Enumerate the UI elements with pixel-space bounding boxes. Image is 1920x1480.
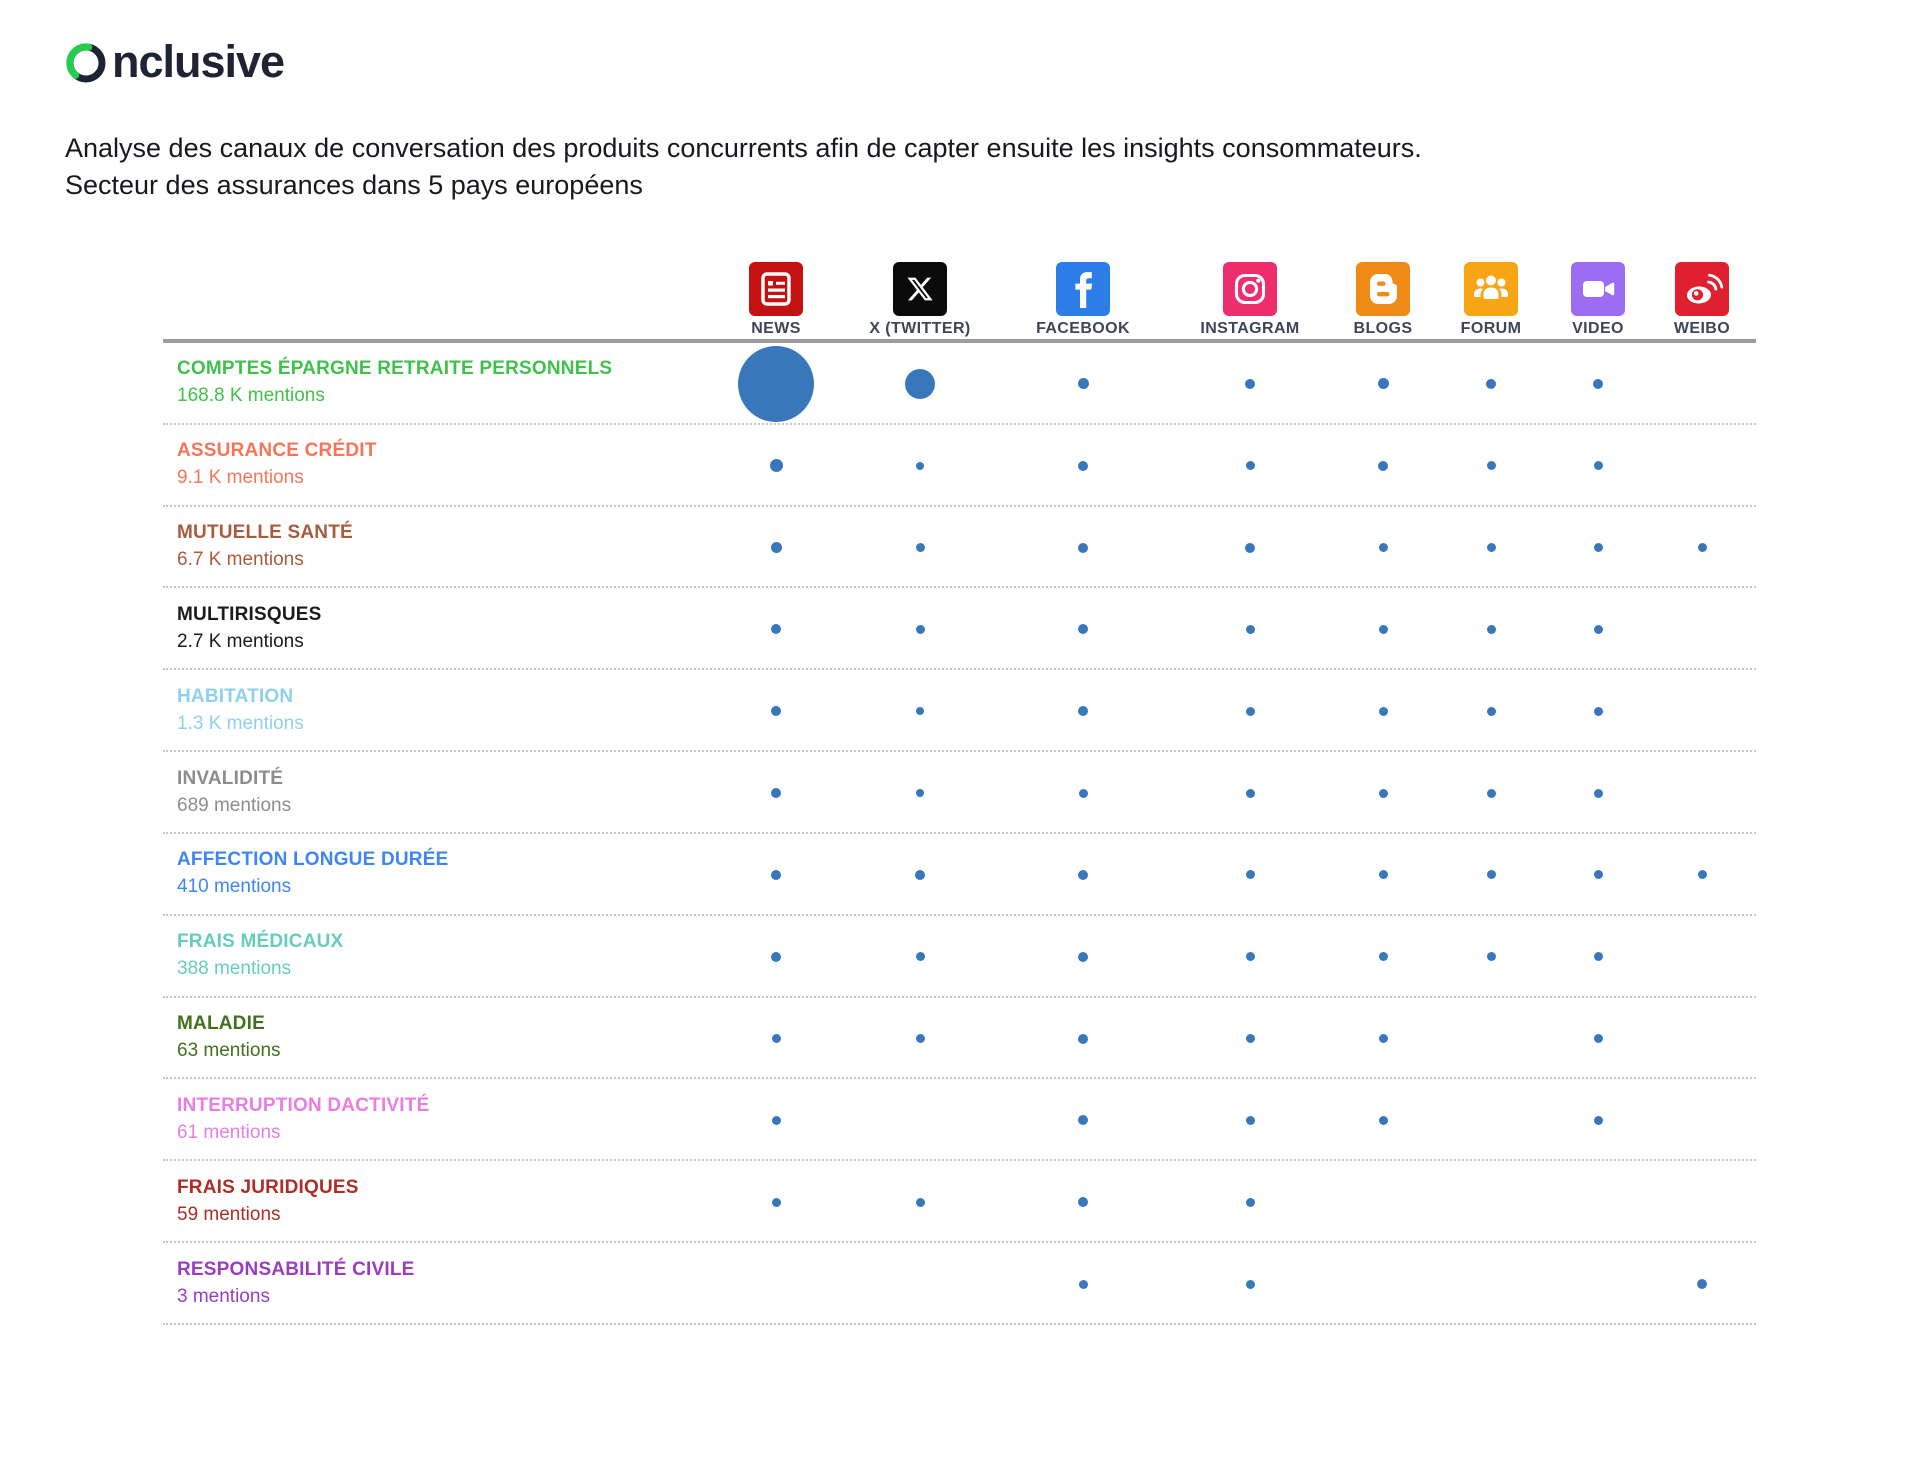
data-bubble-forum	[1487, 952, 1496, 961]
x-twitter-icon	[893, 262, 947, 316]
data-bubble-blogs	[1379, 789, 1388, 798]
data-bubble-forum	[1487, 461, 1496, 470]
data-bubble-video	[1594, 461, 1603, 470]
data-bubble-twitter	[916, 952, 925, 961]
row-category-label: ASSURANCE CRÉDIT	[177, 440, 377, 462]
data-bubble-forum	[1487, 543, 1496, 552]
data-bubble-forum	[1487, 870, 1496, 879]
channel-label-forum: FORUM	[1460, 320, 1522, 337]
data-bubble-instagram	[1246, 952, 1255, 961]
video-camera-icon	[1571, 262, 1625, 316]
row-mentions-count: 410 mentions	[177, 876, 292, 898]
data-bubble-video	[1594, 1116, 1603, 1125]
row-mentions-count: 2.7 K mentions	[177, 630, 304, 652]
subtitle-line-1: Analyse des canaux de conversation des produits concurrents afin de capter ensuite les insights consommateurs.	[65, 133, 1422, 163]
data-bubble-facebook	[1078, 952, 1088, 962]
row-category-label: INVALIDITÉ	[177, 767, 284, 789]
data-bubble-news	[738, 346, 814, 422]
data-bubble-forum	[1486, 379, 1496, 389]
data-bubble-video	[1593, 379, 1603, 389]
data-bubble-video	[1594, 625, 1603, 634]
data-bubble-weibo	[1698, 543, 1707, 552]
data-bubble-blogs	[1379, 952, 1388, 961]
data-bubble-instagram	[1246, 789, 1255, 798]
table-row	[163, 834, 1756, 916]
row-mentions-count: 1.3 K mentions	[177, 712, 304, 734]
data-bubble-news	[771, 870, 781, 880]
data-bubble-video	[1594, 952, 1603, 961]
data-bubble-facebook	[1078, 461, 1088, 471]
data-bubble-instagram	[1246, 1034, 1255, 1043]
table-row	[163, 752, 1756, 834]
report-subtitle	[65, 130, 1865, 204]
data-bubble-facebook	[1078, 1034, 1088, 1044]
logo-text: nclusive	[112, 36, 285, 87]
data-bubble-news	[772, 1034, 781, 1043]
row-mentions-count: 689 mentions	[177, 794, 292, 816]
row-mentions-count: 9.1 K mentions	[177, 467, 304, 489]
channel-label-video: VIDEO	[1572, 320, 1624, 337]
row-category-label: RESPONSABILITÉ CIVILE	[177, 1258, 415, 1280]
data-bubble-facebook	[1078, 378, 1089, 389]
table-row	[163, 670, 1756, 752]
data-bubble-facebook	[1078, 543, 1088, 553]
data-bubble-twitter	[916, 462, 924, 470]
table-row	[163, 916, 1756, 998]
table-row	[163, 425, 1756, 507]
row-category-label: INTERRUPTION DACTIVITÉ	[177, 1094, 430, 1116]
data-bubble-video	[1594, 707, 1603, 716]
data-bubble-twitter	[916, 1034, 925, 1043]
subtitle-line-2: Secteur des assurances dans 5 pays européens	[65, 170, 643, 200]
data-bubble-facebook	[1078, 870, 1088, 880]
data-bubble-facebook	[1079, 789, 1088, 798]
channel-label-twitter: X (TWITTER)	[869, 320, 971, 337]
row-category-label: COMPTES ÉPARGNE RETRAITE PERSONNELS	[177, 358, 613, 380]
data-bubble-video	[1594, 543, 1603, 552]
data-bubble-instagram	[1246, 625, 1255, 634]
row-category-label: MULTIRISQUES	[177, 603, 322, 625]
data-bubble-instagram	[1246, 870, 1255, 879]
data-bubble-news	[771, 542, 782, 553]
data-bubble-news	[772, 1198, 781, 1207]
data-bubble-instagram	[1246, 461, 1255, 470]
data-bubble-weibo	[1698, 870, 1707, 879]
data-bubble-instagram	[1246, 1198, 1255, 1207]
data-bubble-twitter	[916, 543, 925, 552]
row-mentions-count: 3 mentions	[177, 1285, 270, 1307]
data-bubble-news	[771, 788, 781, 798]
data-bubble-blogs	[1379, 625, 1388, 634]
data-bubble-news	[772, 1116, 781, 1125]
data-bubble-twitter	[916, 789, 924, 797]
row-mentions-count: 63 mentions	[177, 1040, 281, 1062]
blogger-icon	[1356, 262, 1410, 316]
data-bubble-twitter	[905, 369, 935, 399]
channel-label-instagram: INSTAGRAM	[1200, 320, 1300, 337]
row-mentions-count: 168.8 K mentions	[177, 385, 325, 407]
category-rows	[163, 343, 1756, 1325]
data-bubble-forum	[1487, 625, 1496, 634]
news-icon	[749, 262, 803, 316]
row-category-label: FRAIS JURIDIQUES	[177, 1176, 359, 1198]
row-mentions-count: 6.7 K mentions	[177, 549, 304, 571]
data-bubble-forum	[1487, 707, 1496, 716]
forum-people-icon	[1464, 262, 1518, 316]
data-bubble-instagram	[1245, 379, 1255, 389]
data-bubble-weibo	[1697, 1279, 1707, 1289]
data-bubble-instagram	[1245, 543, 1255, 553]
table-row	[163, 998, 1756, 1080]
channel-label-facebook: FACEBOOK	[1036, 320, 1130, 337]
table-row	[163, 343, 1756, 425]
data-bubble-instagram	[1246, 1116, 1255, 1125]
data-bubble-twitter	[915, 870, 925, 880]
data-bubble-blogs	[1378, 378, 1389, 389]
data-bubble-news	[771, 952, 781, 962]
data-bubble-instagram	[1246, 707, 1255, 716]
row-mentions-count: 59 mentions	[177, 1203, 281, 1225]
weibo-icon	[1675, 262, 1729, 316]
instagram-icon	[1223, 262, 1277, 316]
data-bubble-instagram	[1246, 1280, 1255, 1289]
data-bubble-video	[1594, 870, 1603, 879]
onclusive-logo-o-icon	[63, 36, 109, 88]
data-bubble-blogs	[1379, 870, 1388, 879]
row-category-label: MUTUELLE SANTÉ	[177, 522, 353, 544]
table-row	[163, 1243, 1756, 1325]
data-bubble-blogs	[1379, 543, 1388, 552]
data-bubble-twitter	[916, 625, 925, 634]
data-bubble-news	[770, 459, 783, 472]
data-bubble-blogs	[1378, 461, 1388, 471]
data-bubble-twitter	[916, 1198, 925, 1207]
channel-label-weibo: WEIBO	[1673, 320, 1731, 337]
row-mentions-count: 61 mentions	[177, 1121, 281, 1143]
data-bubble-video	[1594, 1034, 1603, 1043]
data-bubble-video	[1594, 789, 1603, 798]
data-bubble-blogs	[1379, 1034, 1388, 1043]
table-row	[163, 507, 1756, 589]
channel-label-blogs: BLOGS	[1353, 320, 1413, 337]
table-row	[163, 1079, 1756, 1161]
data-bubble-facebook	[1079, 1280, 1088, 1289]
table-row	[163, 588, 1756, 670]
data-bubble-forum	[1487, 789, 1496, 798]
facebook-icon	[1056, 262, 1110, 316]
row-mentions-count: 388 mentions	[177, 958, 292, 980]
channel-label-news: NEWS	[751, 320, 801, 337]
table-row	[163, 1161, 1756, 1243]
onclusive-logo	[63, 36, 284, 88]
row-category-label: FRAIS MÉDICAUX	[177, 931, 344, 953]
data-bubble-blogs	[1379, 1116, 1388, 1125]
data-bubble-blogs	[1379, 707, 1388, 716]
row-category-label: AFFECTION LONGUE DURÉE	[177, 849, 449, 871]
row-category-label: MALADIE	[177, 1013, 265, 1035]
row-category-label: HABITATION	[177, 685, 294, 707]
